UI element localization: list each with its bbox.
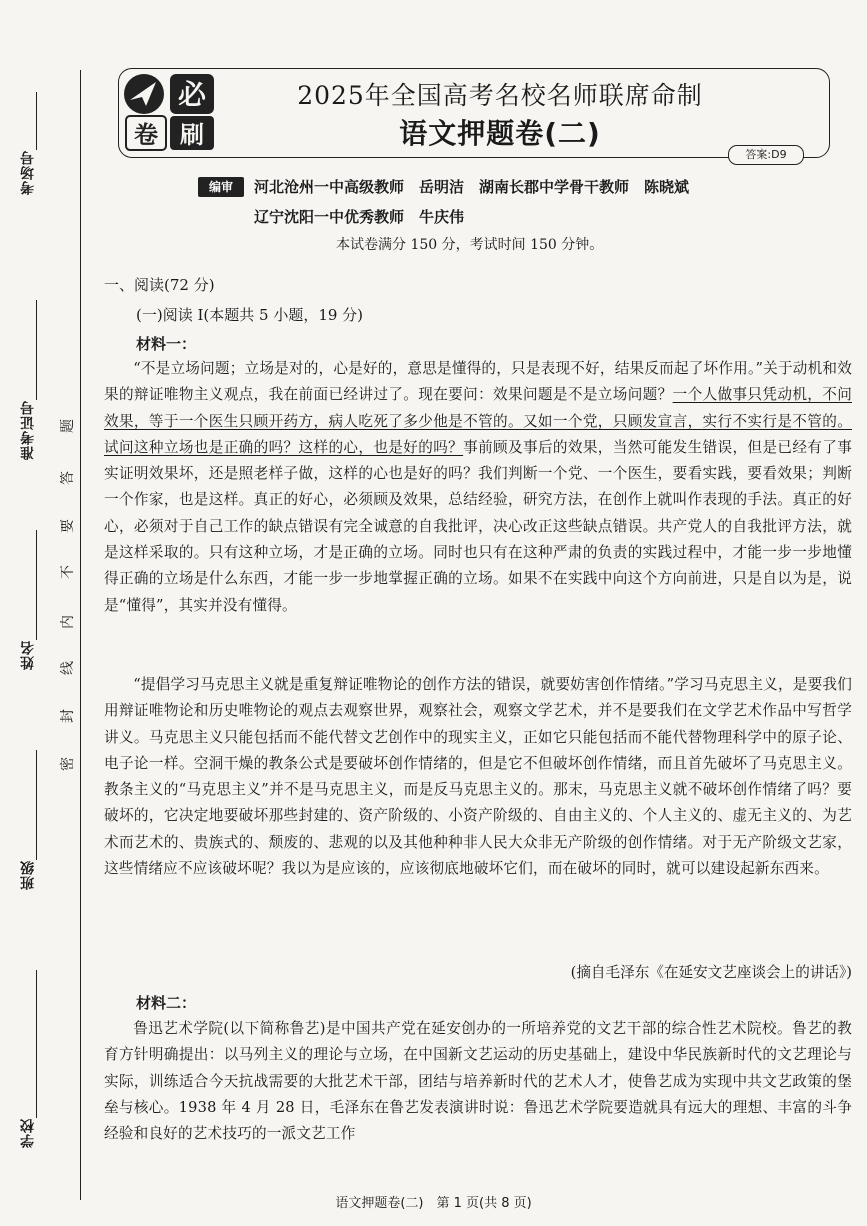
field-line-school: [36, 970, 37, 1118]
exam-series-title: 2025年全国高考名校名师联席命制: [297, 81, 703, 110]
seal-char: 要: [60, 519, 76, 533]
logo-char: 卷: [134, 121, 158, 149]
seal-char: 不: [60, 565, 76, 579]
section-title: 一、阅读(72 分): [104, 276, 215, 294]
logo-char: 必: [177, 78, 207, 111]
editor-line: 辽宁沈阳一中优秀教师 牛庆伟: [254, 208, 465, 226]
seal-char: 内: [60, 615, 76, 629]
underlined-text: 一个人做事只凭动机，不问效果，等于一个医生只顾开药方，病人吃死了多少他是不管的。又如一个党，只顾发宣言，实行不实行是不管的。试问这种立场也是正确的吗？这样的心，也是好的吗？: [104, 386, 852, 456]
page-footer: 语文押题卷(二) 第 1 页(共 8 页): [335, 1196, 532, 1211]
seal-char: 答: [60, 471, 76, 485]
answer-code-badge: 答案:D9: [728, 145, 804, 165]
binding-strip: [0, 0, 95, 1226]
field-label-ticket-number: 准考证号: [20, 400, 36, 460]
material-1-paragraph-2: “提倡学习马克思主义就是重复辩证唯物论的创作方法的错误，就要妨害创作情绪。”学习马克思主义，是要我们用辩证唯物论和历史唯物论的观点去观察世界，观察社会，观察文学艺术，并不是要我们在文学艺术作品中写哲学讲义。马克思主义只能包括而不能代替文艺创作中的现实主义，正如它只能包括而不能代替物理科学中的原子论、电子论一样。空洞干燥的教条公式是要破坏创作情绪的，但是它不但破坏创作情绪，而且首先破坏了马克思主义。教条主义的“马克思主义”并不是马克思主义，而是反马克思主义的。那末，马克思主义就不破坏创作情绪了吗？要破坏的，它决定地要破坏那些封建的、资产阶级的、小资产阶级的、自由主义的、个人主义的、虚无主义的、为艺术而艺术的、贵族式的、颓废的、悲观的以及其他种种非人民大众非无产阶级的创作情绪。对于无产阶级文艺家，这些情绪应不应该破坏呢？我以为是应该的，应该彻底地破坏它们，而在破坏的同时，就可以建设起新东西来。: [104, 676, 852, 878]
material-2-paragraph-1: 鲁迅艺术学院(以下简称鲁艺)是中国共产党在延安创办的一所培养党的文艺干部的综合性艺术院校。鲁艺的教育方针明确提出：以马列主义的理论与立场，在中国新文艺运动的历史基础上，建设中华民族新时代的文艺理论与实际，训练适合今天抗战需要的大批艺术干部，团结与培养新时代的艺术人才，使鲁艺成为实现中共文艺政策的堡垒与核心。1938 年 4 月 28 日，毛泽东在鲁艺发表演讲时说：鲁迅艺术学院要造就具有远大的理想、丰富的斗争经验和良好的艺术技巧的一派文艺工作: [104, 1020, 852, 1143]
material-1-title: 材料一：: [136, 335, 197, 353]
field-label-name: 姓名: [20, 640, 36, 670]
seal-char: 封: [60, 709, 76, 723]
material-1-source: (摘自毛泽东《在延安文艺座谈会上的讲话》): [570, 964, 852, 981]
editor-badge: 编审: [198, 177, 244, 197]
subsection-title: (一)阅读 Ⅰ(本题共 5 小题，19 分): [136, 306, 364, 324]
seal-char: 线: [60, 661, 76, 675]
brand-logo: [120, 70, 220, 154]
text-span: 事前顾及事后的效果，当然可能发生错误，但是已经有了事实证明效果坏，还是照老样子做，这样的心也是好的吗？我们判断一个党、一个医生，要看实践，要看效果；判断一个作家，也是这样。真正的好心，必须顾及效果，总结经验，研究方法，在创作上就叫作表现的手法。真正的好心，必须对于自己工作的缺点错误有完全诚意的自我批评，决心改正这些缺点错误。共产党人的自我批评方法，就是这样采取的。只有这种立场，才是正确的立场。同时也只有在这种严肃的负责的实践过程中，才能一步一步地懂得正确的立场是什么东西，才能一步一步地掌握正确的立场。如果不在实践中向这个方向前进，只是自以为是，说是“懂得”，其实并没有懂得。: [104, 438, 852, 614]
field-line-name: [36, 530, 37, 640]
field-label-exam-room: 考场号: [20, 150, 36, 195]
exam-note: 本试卷满分 150 分，考试时间 150 分钟。: [336, 237, 604, 253]
field-line-class: [36, 750, 37, 860]
editor-line: 河北沧州一中高级教师 岳明洁 湖南长郡中学骨干教师 陈晓斌: [254, 178, 690, 196]
field-line-ticket-number: [36, 300, 37, 400]
binding-line: [80, 70, 81, 1200]
material-2-title: 材料二：: [136, 994, 197, 1012]
seal-char: 密: [60, 757, 76, 771]
logo-char: 刷: [180, 121, 204, 149]
field-label-class: 班级: [20, 860, 36, 890]
field-label-school: 学校: [20, 1118, 36, 1148]
paper-title: 语文押题卷(二): [399, 117, 601, 150]
text-span: “不是立场问题；立场是对的，心是好的，意思是懂得的，只是表现不好，结果反而起了坏作用。”关于动机和效果的辩证唯物主义观点，我在前面已经讲过了。现在要问：效果问题是不是立场问题？: [104, 360, 852, 404]
field-line-exam-room: [36, 92, 37, 150]
seal-char: 题: [60, 419, 76, 433]
material-1-paragraph-1: [104, 356, 852, 619]
